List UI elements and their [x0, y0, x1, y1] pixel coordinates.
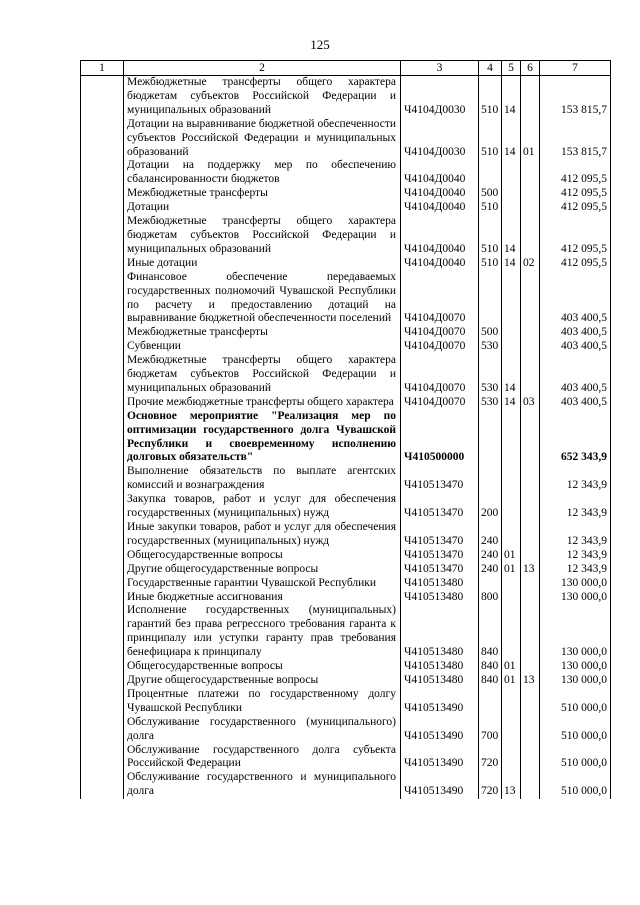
row-target-code-cell: Ч410513480	[401, 660, 479, 674]
column-header-5: 5	[502, 61, 521, 76]
row-expense-type-cell: 720	[479, 771, 502, 799]
row-subsection-cell	[521, 688, 540, 716]
table-row	[81, 688, 611, 716]
row-section-cell	[502, 187, 521, 201]
row-subsection-cell	[521, 159, 540, 187]
row-section-cell: 14	[502, 118, 521, 160]
table-row	[81, 549, 611, 563]
row-target-code-cell: Ч4104Д0030	[401, 76, 479, 118]
row-subsection-cell	[521, 215, 540, 257]
row-name-cell: Дотации	[124, 201, 401, 215]
row-amount-cell: 403 400,5	[540, 340, 611, 354]
row-col-1-cell	[81, 187, 124, 201]
row-amount-cell: 510 000,0	[540, 688, 611, 716]
row-name-cell: Основное мероприятие "Реализация мер по оптимизации государственного долга Чувашской Республики и своевременному исполнению долговых обязательств"	[124, 410, 401, 466]
row-col-1-cell	[81, 76, 124, 118]
row-amount-cell: 403 400,5	[540, 271, 611, 327]
table-row	[81, 716, 611, 744]
row-expense-type-cell: 840	[479, 674, 502, 688]
row-section-cell: 01	[502, 549, 521, 563]
row-section-cell: 14	[502, 76, 521, 118]
table-row	[81, 563, 611, 577]
row-amount-cell: 130 000,0	[540, 674, 611, 688]
table-row	[81, 76, 611, 118]
row-section-cell	[502, 744, 521, 772]
row-expense-type-cell: 240	[479, 549, 502, 563]
row-target-code-cell: Ч410513490	[401, 716, 479, 744]
row-subsection-cell	[521, 493, 540, 521]
row-target-code-cell: Ч410513490	[401, 771, 479, 799]
table-row	[81, 354, 611, 396]
row-name-cell: Межбюджетные трансферты	[124, 187, 401, 201]
row-amount-cell: 130 000,0	[540, 577, 611, 591]
row-col-1-cell	[81, 326, 124, 340]
column-header-2: 2	[124, 61, 401, 76]
row-target-code-cell: Ч410513480	[401, 674, 479, 688]
row-section-cell	[502, 340, 521, 354]
row-expense-type-cell: 800	[479, 591, 502, 605]
row-target-code-cell: Ч4104Д0040	[401, 159, 479, 187]
row-subsection-cell	[521, 354, 540, 396]
table-row	[81, 577, 611, 591]
row-amount-cell: 130 000,0	[540, 604, 611, 660]
row-section-cell	[502, 465, 521, 493]
row-target-code-cell: Ч410513470	[401, 549, 479, 563]
row-expense-type-cell	[479, 577, 502, 591]
row-amount-cell: 510 000,0	[540, 744, 611, 772]
row-expense-type-cell	[479, 271, 502, 327]
row-target-code-cell: Ч410513470	[401, 493, 479, 521]
row-expense-type-cell: 510	[479, 76, 502, 118]
table-row	[81, 396, 611, 410]
row-name-cell: Межбюджетные трансферты	[124, 326, 401, 340]
row-col-1-cell	[81, 215, 124, 257]
row-expense-type-cell: 510	[479, 215, 502, 257]
row-section-cell: 01	[502, 660, 521, 674]
column-header-1: 1	[81, 61, 124, 76]
row-subsection-cell	[521, 771, 540, 799]
row-col-1-cell	[81, 674, 124, 688]
row-section-cell	[502, 326, 521, 340]
row-amount-cell: 403 400,5	[540, 396, 611, 410]
row-amount-cell: 12 343,9	[540, 465, 611, 493]
row-amount-cell: 403 400,5	[540, 326, 611, 340]
row-expense-type-cell	[479, 688, 502, 716]
row-expense-type-cell: 200	[479, 493, 502, 521]
table-row	[81, 159, 611, 187]
row-col-1-cell	[81, 271, 124, 327]
row-subsection-cell	[521, 187, 540, 201]
row-name-cell: Дотации на поддержку мер по обеспечению сбалансированности бюджетов	[124, 159, 401, 187]
row-subsection-cell	[521, 591, 540, 605]
row-col-1-cell	[81, 577, 124, 591]
row-subsection-cell	[521, 76, 540, 118]
row-name-cell: Обслуживание государственного и муниципального долга	[124, 771, 401, 799]
row-col-1-cell	[81, 354, 124, 396]
row-subsection-cell	[521, 271, 540, 327]
row-section-cell	[502, 591, 521, 605]
row-target-code-cell: Ч4104Д0070	[401, 354, 479, 396]
row-col-1-cell	[81, 771, 124, 799]
row-amount-cell: 153 815,7	[540, 76, 611, 118]
row-subsection-cell: 02	[521, 257, 540, 271]
row-expense-type-cell: 510	[479, 118, 502, 160]
column-header-3: 3	[401, 61, 479, 76]
row-section-cell	[502, 604, 521, 660]
table-header	[81, 61, 611, 76]
row-amount-cell: 412 095,5	[540, 257, 611, 271]
row-name-cell: Финансовое обеспечение передаваемых государственных полномочий Чувашской Республики по расчету и предоставлению дотаций на выравнивание бюджетной обеспеченности поселений	[124, 271, 401, 327]
row-section-cell: 14	[502, 215, 521, 257]
row-target-code-cell: Ч4104Д0040	[401, 201, 479, 215]
row-target-code-cell: Ч4104Д0040	[401, 187, 479, 201]
row-section-cell	[502, 521, 521, 549]
row-expense-type-cell: 840	[479, 660, 502, 674]
row-expense-type-cell: 530	[479, 354, 502, 396]
row-section-cell	[502, 577, 521, 591]
row-col-1-cell	[81, 159, 124, 187]
row-subsection-cell	[521, 716, 540, 744]
row-expense-type-cell: 530	[479, 396, 502, 410]
row-name-cell: Процентные платежи по государственному долгу Чувашской Республики	[124, 688, 401, 716]
row-section-cell: 01	[502, 563, 521, 577]
row-amount-cell: 412 095,5	[540, 215, 611, 257]
row-target-code-cell: Ч410500000	[401, 410, 479, 466]
row-target-code-cell: Ч4104Д0040	[401, 215, 479, 257]
table-row	[81, 591, 611, 605]
row-name-cell: Иные бюджетные ассигнования	[124, 591, 401, 605]
row-subsection-cell: 13	[521, 563, 540, 577]
row-amount-cell: 510 000,0	[540, 771, 611, 799]
row-section-cell	[502, 493, 521, 521]
row-target-code-cell: Ч410513490	[401, 744, 479, 772]
row-name-cell: Субвенции	[124, 340, 401, 354]
row-col-1-cell	[81, 521, 124, 549]
row-col-1-cell	[81, 465, 124, 493]
row-col-1-cell	[81, 549, 124, 563]
row-target-code-cell: Ч4104Д0070	[401, 340, 479, 354]
row-amount-cell: 12 343,9	[540, 563, 611, 577]
row-subsection-cell: 13	[521, 674, 540, 688]
row-subsection-cell	[521, 549, 540, 563]
row-subsection-cell	[521, 660, 540, 674]
table-row	[81, 521, 611, 549]
row-section-cell	[502, 410, 521, 466]
row-target-code-cell: Ч4104Д0070	[401, 326, 479, 340]
row-target-code-cell: Ч410513480	[401, 577, 479, 591]
row-target-code-cell: Ч4104Д0030	[401, 118, 479, 160]
row-target-code-cell: Ч410513470	[401, 465, 479, 493]
row-col-1-cell	[81, 340, 124, 354]
row-expense-type-cell: 530	[479, 340, 502, 354]
row-expense-type-cell	[479, 159, 502, 187]
row-amount-cell: 130 000,0	[540, 591, 611, 605]
row-col-1-cell	[81, 118, 124, 160]
row-name-cell: Прочие межбюджетные трансферты общего характера	[124, 396, 401, 410]
row-section-cell: 01	[502, 674, 521, 688]
table-row	[81, 604, 611, 660]
page-number: 125	[310, 37, 330, 52]
row-name-cell: Общегосударственные вопросы	[124, 660, 401, 674]
row-expense-type-cell	[479, 465, 502, 493]
row-name-cell: Дотации на выравнивание бюджетной обеспеченности субъектов Российской Федерации и муниципальных образований	[124, 118, 401, 160]
row-amount-cell: 12 343,9	[540, 549, 611, 563]
row-subsection-cell	[521, 410, 540, 466]
row-name-cell: Общегосударственные вопросы	[124, 549, 401, 563]
row-amount-cell: 412 095,5	[540, 201, 611, 215]
table-row	[81, 201, 611, 215]
table-row	[81, 660, 611, 674]
row-target-code-cell: Ч4104Д0070	[401, 396, 479, 410]
row-name-cell: Исполнение государственных (муниципальных) гарантий без права регрессного требования гаранта к принципалу или уступки гаранту прав требования бенефициара к принципалу	[124, 604, 401, 660]
row-name-cell: Обслуживание государственного (муниципального) долга	[124, 716, 401, 744]
row-col-1-cell	[81, 257, 124, 271]
table-row	[81, 493, 611, 521]
table-row	[81, 326, 611, 340]
row-expense-type-cell: 510	[479, 201, 502, 215]
row-target-code-cell: Ч410513480	[401, 604, 479, 660]
row-section-cell: 14	[502, 396, 521, 410]
row-subsection-cell	[521, 340, 540, 354]
row-col-1-cell	[81, 604, 124, 660]
row-name-cell: Обслуживание государственного долга субъекта Российской Федерации	[124, 744, 401, 772]
row-name-cell: Межбюджетные трансферты общего характера бюджетам субъектов Российской Федерации и муниципальных образований	[124, 215, 401, 257]
row-section-cell	[502, 159, 521, 187]
row-name-cell: Выполнение обязательств по выплате агентских комиссий и вознаграждения	[124, 465, 401, 493]
row-name-cell: Другие общегосударственные вопросы	[124, 674, 401, 688]
row-amount-cell: 510 000,0	[540, 716, 611, 744]
table-row	[81, 674, 611, 688]
row-section-cell	[502, 201, 521, 215]
row-name-cell: Государственные гарантии Чувашской Республики	[124, 577, 401, 591]
row-col-1-cell	[81, 591, 124, 605]
row-amount-cell: 130 000,0	[540, 660, 611, 674]
row-target-code-cell: Ч4104Д0070	[401, 271, 479, 327]
row-col-1-cell	[81, 716, 124, 744]
row-amount-cell: 12 343,9	[540, 493, 611, 521]
row-subsection-cell	[521, 604, 540, 660]
row-name-cell: Иные дотации	[124, 257, 401, 271]
row-expense-type-cell	[479, 410, 502, 466]
row-amount-cell: 412 095,5	[540, 159, 611, 187]
table-row	[81, 271, 611, 327]
row-target-code-cell: Ч410513490	[401, 688, 479, 716]
table-row	[81, 744, 611, 772]
column-header-4: 4	[479, 61, 502, 76]
row-name-cell: Межбюджетные трансферты общего характера бюджетам субъектов Российской Федерации и муниципальных образований	[124, 76, 401, 118]
row-section-cell	[502, 688, 521, 716]
row-expense-type-cell: 240	[479, 521, 502, 549]
row-amount-cell: 403 400,5	[540, 354, 611, 396]
row-expense-type-cell: 840	[479, 604, 502, 660]
row-amount-cell: 652 343,9	[540, 410, 611, 466]
row-subsection-cell	[521, 201, 540, 215]
table-row	[81, 771, 611, 799]
row-subsection-cell	[521, 577, 540, 591]
row-expense-type-cell: 500	[479, 326, 502, 340]
row-section-cell: 14	[502, 354, 521, 396]
row-expense-type-cell: 510	[479, 257, 502, 271]
row-amount-cell: 412 095,5	[540, 187, 611, 201]
row-section-cell	[502, 716, 521, 744]
column-number-row	[81, 61, 611, 76]
row-subsection-cell	[521, 465, 540, 493]
row-subsection-cell: 01	[521, 118, 540, 160]
row-col-1-cell	[81, 396, 124, 410]
row-name-cell: Другие общегосударственные вопросы	[124, 563, 401, 577]
row-col-1-cell	[81, 660, 124, 674]
table-row	[81, 410, 611, 466]
column-header-6: 6	[521, 61, 540, 76]
row-amount-cell: 153 815,7	[540, 118, 611, 160]
budget-table	[80, 60, 611, 799]
table-row	[81, 187, 611, 201]
row-target-code-cell: Ч410513470	[401, 563, 479, 577]
table-row	[81, 465, 611, 493]
row-amount-cell: 12 343,9	[540, 521, 611, 549]
row-col-1-cell	[81, 201, 124, 215]
row-col-1-cell	[81, 744, 124, 772]
table-row	[81, 257, 611, 271]
row-target-code-cell: Ч410513470	[401, 521, 479, 549]
row-target-code-cell: Ч4104Д0040	[401, 257, 479, 271]
row-name-cell: Межбюджетные трансферты общего характера бюджетам субъектов Российской Федерации и муниципальных образований	[124, 354, 401, 396]
row-subsection-cell	[521, 326, 540, 340]
table-body	[81, 76, 611, 800]
row-col-1-cell	[81, 410, 124, 466]
row-name-cell: Закупка товаров, работ и услуг для обеспечения государственных (муниципальных) нужд	[124, 493, 401, 521]
table-row	[81, 215, 611, 257]
row-expense-type-cell: 500	[479, 187, 502, 201]
row-col-1-cell	[81, 688, 124, 716]
row-expense-type-cell: 720	[479, 744, 502, 772]
row-subsection-cell	[521, 521, 540, 549]
row-section-cell: 14	[502, 257, 521, 271]
row-target-code-cell: Ч410513480	[401, 591, 479, 605]
table-row	[81, 118, 611, 160]
row-expense-type-cell: 700	[479, 716, 502, 744]
row-section-cell: 13	[502, 771, 521, 799]
row-col-1-cell	[81, 493, 124, 521]
row-col-1-cell	[81, 563, 124, 577]
table-row	[81, 340, 611, 354]
row-name-cell: Иные закупки товаров, работ и услуг для обеспечения государственных (муниципальных) нужд	[124, 521, 401, 549]
row-expense-type-cell: 240	[479, 563, 502, 577]
row-subsection-cell: 03	[521, 396, 540, 410]
row-section-cell	[502, 271, 521, 327]
row-subsection-cell	[521, 744, 540, 772]
column-header-7: 7	[540, 61, 611, 76]
